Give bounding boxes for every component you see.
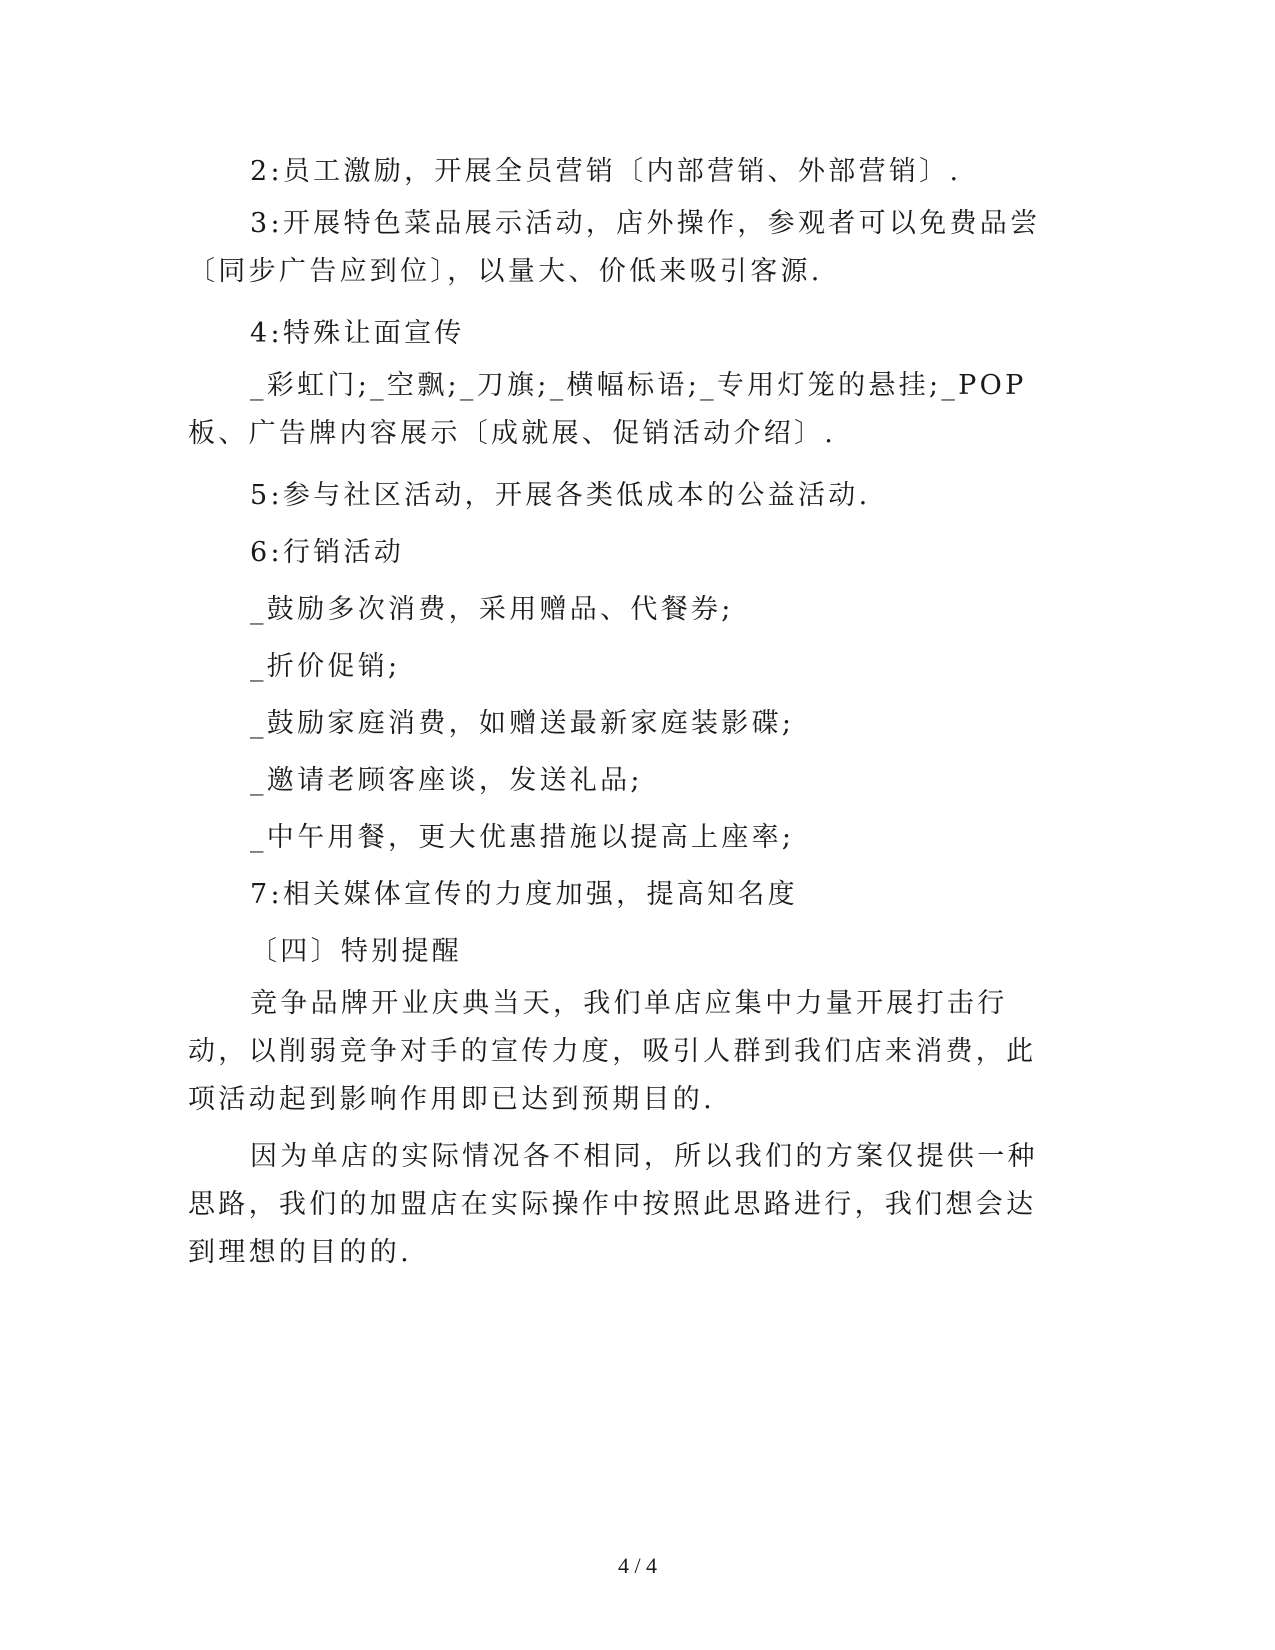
paragraph-closing: 因为单店的实际情况各不相同，所以我们的方案仅提供一种思路，我们的加盟店在实际操作中按照此思路进行，我们想会达到理想的目的的.	[188, 1141, 1038, 1268]
paragraph-item-6: 6:行销活动	[250, 537, 405, 568]
paragraph-item-5: 5:参与社区活动，开展各类低成本的公益活动.	[250, 480, 871, 511]
list-item: _邀请老顾客座谈，发送礼品;	[250, 765, 643, 796]
paragraph-item-3: 3:开展特色菜品展示活动，店外操作，参观者可以免费品尝〔同步广告应到位〕，以量大、价低来吸引客源.	[188, 208, 1041, 287]
paragraph-item-2: 2:员工激励，开展全员营销〔内部营销、外部营销〕.	[250, 156, 962, 187]
list-item: _中午用餐，更大优惠措施以提高上座率;	[250, 822, 795, 853]
list-item: _鼓励多次消费，采用赠品、代餐券;	[250, 594, 734, 625]
section-heading: 〔四〕特别提醒	[250, 936, 463, 967]
paragraph-item-7: 7:相关媒体宣传的力度加强，提高知名度	[250, 879, 798, 910]
paragraph-special-reminder: 竞争品牌开业庆典当天，我们单店应集中力量开展打击行动，以削弱竞争对手的宣传力度，吸引人群到我们店来消费，此项活动起到影响作用即已达到预期目的.	[188, 988, 1037, 1115]
list-item: _鼓励家庭消费，如赠送最新家庭装影碟;	[250, 708, 795, 739]
paragraph-promo-materials: _彩虹门;_空飘;_刀旗;_横幅标语;_专用灯笼的悬挂;_POP板、广告牌内容展示〔成就展、促销活动介绍〕.	[188, 370, 1027, 449]
paragraph-item-4: 4:特殊让面宣传	[250, 318, 465, 349]
page-number: 4 / 4	[617, 1553, 658, 1578]
list-item: _折价促销;	[250, 651, 401, 682]
document-body	[188, 143, 1058, 1277]
